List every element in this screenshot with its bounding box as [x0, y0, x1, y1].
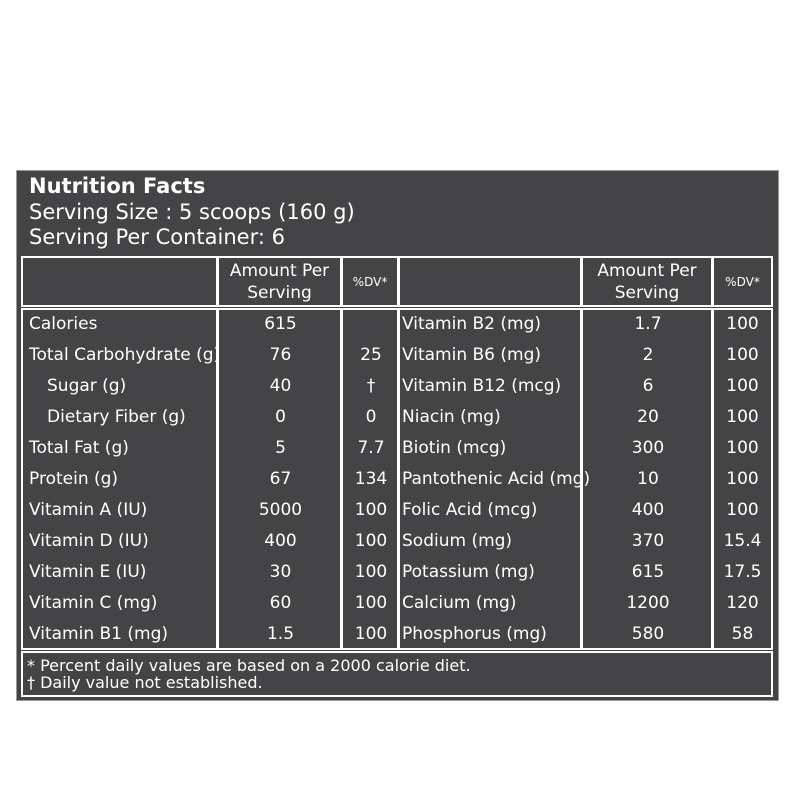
amount-value: 615: [264, 314, 297, 334]
dv-value: 100: [354, 562, 388, 582]
right-dv-header: %DV*: [725, 275, 760, 289]
nutrient-label: Sodium (mg): [402, 531, 513, 551]
table-row: [398, 526, 773, 557]
left-dv-header: %DV*: [352, 275, 388, 289]
footnote-not-established: † Daily value not established.: [27, 673, 263, 692]
amount-value: 2: [642, 345, 654, 365]
table-row: [398, 371, 773, 402]
table-row: [398, 433, 773, 464]
dv-value: 17.5: [723, 562, 762, 582]
amount-value: 60: [269, 593, 292, 613]
nutrient-label: Calories: [29, 314, 98, 334]
amount-value: 67: [269, 469, 292, 489]
amount-value: 76: [269, 345, 292, 365]
table-row: [398, 340, 773, 371]
nutrient-label: Vitamin B6 (mg): [402, 345, 542, 365]
amount-value: 10: [637, 469, 659, 489]
nutrient-label: Total Carbohydrate (g): [29, 345, 221, 365]
dv-value: 100: [354, 531, 388, 551]
amount-value: 1.7: [634, 314, 662, 334]
nutrient-label: Vitamin B1 (mg): [29, 624, 169, 644]
amount-value: 300: [631, 438, 665, 458]
dv-value: 100: [354, 500, 388, 520]
table-row: [398, 619, 773, 650]
dv-value: 100: [726, 407, 759, 427]
nutrient-label: Sugar (g): [47, 376, 127, 396]
nutrient-label: Protein (g): [29, 469, 119, 489]
table-row: [398, 402, 773, 433]
table-row: [21, 433, 399, 464]
dv-value: 100: [726, 376, 759, 396]
footnotes: [27, 657, 471, 691]
nutrition-facts-panel: [16, 170, 779, 701]
amount-value: 0: [275, 407, 286, 427]
amount-value: 400: [631, 500, 665, 520]
servings-per-container: Serving Per Container: 6: [29, 225, 285, 249]
dv-value: 100: [726, 469, 759, 489]
table-row: [21, 309, 399, 340]
table-row: [21, 526, 399, 557]
nutrient-label: Niacin (mg): [402, 407, 501, 427]
nutrient-label: Biotin (mcg): [402, 438, 507, 458]
table-row: [21, 557, 399, 588]
nutrient-label: Total Fat (g): [29, 438, 129, 458]
nutrient-label: Calcium (mg): [402, 593, 517, 613]
amount-value: 580: [631, 624, 665, 644]
left-amount-header: [219, 260, 340, 304]
table-row: [398, 464, 773, 495]
table-row: [398, 557, 773, 588]
table-row: [21, 588, 399, 619]
amount-value: 5000: [258, 500, 303, 520]
amount-value: 615: [631, 562, 665, 582]
right-amount-header-line1: Amount Per: [597, 261, 697, 281]
header-cell-right-amount: [581, 256, 713, 307]
table-row: [398, 309, 773, 340]
dv-value: 100: [726, 500, 759, 520]
dv-value: 0: [365, 407, 377, 427]
table-row: [21, 402, 399, 433]
dv-value: 100: [726, 345, 759, 365]
left-amount-header-line1: Amount Per: [229, 261, 330, 281]
amount-value: 5: [275, 438, 286, 458]
header-cell-right-label: [398, 256, 582, 307]
amount-value: 1.5: [266, 624, 295, 644]
dv-value: 100: [354, 624, 388, 644]
amount-value: 6: [642, 376, 654, 396]
footnote-daily-values: * Percent daily values are based on a 2000 calorie diet.: [27, 656, 471, 675]
dv-value: 100: [726, 438, 759, 458]
header-cell-left-label: [21, 256, 218, 307]
dv-value: 100: [354, 593, 388, 613]
nutrient-label: Vitamin B2 (mg): [402, 314, 542, 334]
table-row: [398, 495, 773, 526]
dv-value: 15.4: [723, 531, 762, 551]
dv-value: 7.7: [357, 438, 385, 458]
serving-size: Serving Size : 5 scoops (160 g): [29, 200, 355, 224]
table-row: [21, 371, 399, 402]
amount-value: 30: [269, 562, 292, 582]
header-cell-left-dv: [341, 256, 399, 307]
header-cell-left-amount: [217, 256, 342, 307]
dv-value: 120: [726, 593, 759, 613]
right-amount-header-line2: Serving: [614, 283, 680, 303]
table-row: [398, 588, 773, 619]
table-row: [21, 495, 399, 526]
table-row: [21, 340, 399, 371]
header-cell-right-dv: [712, 256, 773, 307]
dv-value: 58: [731, 624, 754, 644]
nutrient-label: Vitamin D (IU): [29, 531, 149, 551]
dv-value: †: [366, 376, 376, 396]
amount-value: 20: [637, 407, 659, 427]
amount-value: 400: [264, 531, 297, 551]
amount-value: 370: [631, 531, 665, 551]
nutrient-label: Folic Acid (mcg): [402, 500, 538, 520]
header: [29, 173, 355, 250]
right-amount-header: [583, 260, 711, 304]
nutrient-label: Dietary Fiber (g): [47, 407, 186, 427]
nutrient-label: Vitamin A (IU): [29, 500, 148, 520]
dv-value: 134: [354, 469, 388, 489]
table-row: [21, 619, 399, 650]
nutrient-label: Vitamin E (IU): [29, 562, 147, 582]
left-amount-header-line2: Serving: [247, 283, 312, 303]
nutrient-label: Phosphorus (mg): [402, 624, 547, 644]
nutrient-label: Vitamin C (mg): [29, 593, 158, 613]
dv-value: 100: [726, 314, 759, 334]
nutrition-facts-title: Nutrition Facts: [29, 174, 206, 198]
dv-value: 25: [360, 345, 382, 365]
amount-value: 1200: [626, 593, 670, 613]
amount-value: 40: [269, 376, 292, 396]
nutrient-label: Potassium (mg): [402, 562, 535, 582]
nutrient-label: Pantothenic Acid (mg): [402, 469, 591, 489]
nutrient-label: Vitamin B12 (mcg): [402, 376, 562, 396]
table-row: [21, 464, 399, 495]
